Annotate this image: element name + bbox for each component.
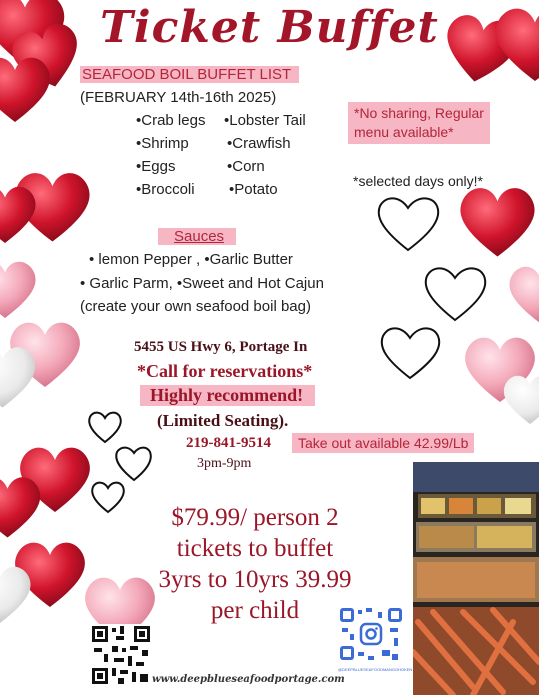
instagram-handle: @DEEPBLUESEAFOODMANGOHOKEN [338,667,413,672]
item-potato: •Potato [229,181,278,198]
heart-icon [0,187,36,243]
price-line: 3yrs to 10yrs 39.99 [158,566,352,593]
note-days: *selected days only!* [353,173,483,189]
outline-heart-icon [382,328,440,378]
heart-icon [504,376,539,424]
takeout: Take out available 42.99/Lb [292,433,474,453]
sauces-line1: • lemon Pepper , •Garlic Butter [89,251,293,268]
heart-icon [0,262,36,318]
item-lobster-tail: •Lobster Tail [224,112,306,129]
heart-icon [0,477,40,537]
item-corn: •Corn [227,158,265,175]
note-sharing-line1: *No sharing, Regular [354,105,484,121]
recommend: Highly recommend! [140,385,315,406]
seating: (Limited Seating). [157,411,289,430]
sauces-note: (create your own seafood boil bag) [80,298,311,315]
instagram-qr-code[interactable] [338,606,413,672]
hours: 3pm-9pm [197,456,252,471]
price-line: tickets to buffet [176,535,334,562]
item-crab-legs: •Crab legs [136,112,206,129]
item-shrimp: •Shrimp [136,135,189,152]
heart-icon [509,267,539,323]
website-qr-code[interactable] [90,624,152,686]
outline-heart-icon [89,413,121,442]
heart-icon [460,188,534,256]
price-line: $79.99/ person 2 [171,504,339,531]
outline-heart-icon [379,198,439,250]
heart-icon [0,567,31,623]
item-broccoli: •Broccoli [136,181,195,198]
phone: 219-841-9514 [186,435,271,451]
buffet-photo [413,462,539,695]
call-reservations: *Call for reservations* [137,361,313,381]
sauces-line2: • Garlic Parm, •Sweet and Hot Cajun [80,275,324,292]
note-sharing [348,102,490,144]
item-eggs: •Eggs [136,158,176,175]
outline-heart-icon [116,448,151,480]
instagram-qr-graphic [338,606,404,662]
outline-heart-icon [426,268,486,320]
address: 5455 US Hwy 6, Portage In [134,339,308,355]
dates: (FEBRUARY 14th-16th 2025) [80,89,277,106]
sauces-heading: Sauces [158,228,236,245]
list-title: SEAFOOD BOIL BUFFET LIST [80,66,299,83]
heart-icon [0,347,35,407]
heart-icon [0,58,50,122]
item-crawfish: •Crawfish [227,135,291,152]
page-title: Ticket Buffet [100,2,439,53]
website-link[interactable]: www.deepblueseafoodportage.com [152,674,345,685]
price-line: per child [210,597,300,624]
note-sharing-line2: menu available* [354,124,454,140]
outline-heart-icon [92,483,124,512]
